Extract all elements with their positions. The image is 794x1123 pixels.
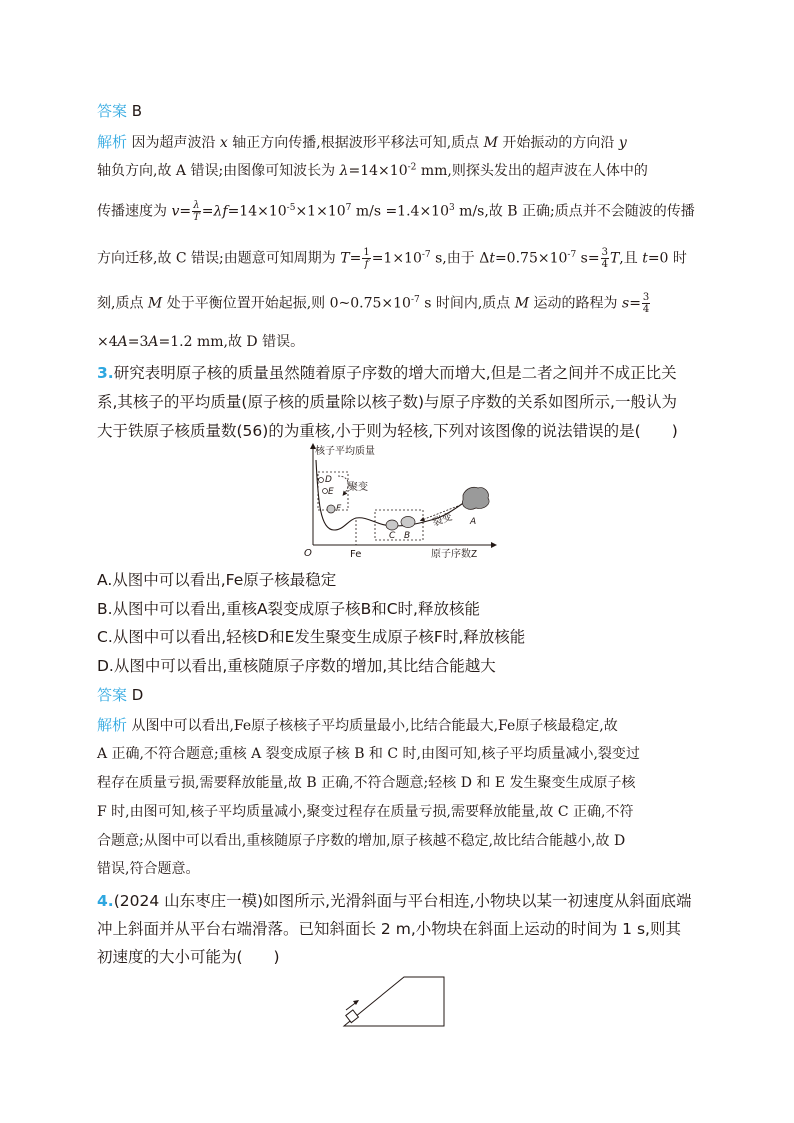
fusion-label: 聚变 [348, 482, 368, 493]
answer-value: D [131, 686, 144, 704]
question-3-stem: 系,其核子的平均质量(原子核的质量除以核子数)与原子序数的关系如图所示,一般认为 [97, 393, 677, 411]
analysis-text: 程存在质量亏损,需要释放能量,故 B 正确,不符合题意;轻核 D 和 E 发生聚变生成原子核 [97, 775, 636, 791]
option-c: C.从图中可以看出,轻核D和E发生聚变生成原子核F时,释放核能 [97, 628, 526, 646]
option-a: A.从图中可以看出,Fe原子核最稳定 [97, 571, 337, 589]
analysis-line [97, 714, 618, 735]
nucleus-d [319, 478, 324, 483]
nucleus-a [462, 487, 489, 509]
answer-line [97, 684, 143, 705]
analysis-text: ×4A=3A=1.2 mm,故 D 错误。 [97, 334, 305, 350]
question-4-stem: 4.(2024 山东枣庄一模)如图所示,光滑斜面与平台相连,小物块以某一初速度从斜面底端 [97, 892, 692, 910]
label-d: D [325, 475, 332, 485]
question-3-stem: 3.研究表明原子核的质量虽然随着原子序数的增大而增大,但是二者之间并不成正比关 [97, 364, 677, 382]
origin-label: O [304, 548, 312, 559]
analysis-text: 方向迁移,故 C 错误;由题意可知周期为 T= $\frac{1}{f}$ $=1\times 10^{-7}$ s,由于 $\Delta t=0.75\times 10^{-7}$ s= $\frac{3}{4}$ T,且 t=0 时 [97, 247, 687, 270]
analysis-text: 从图中可以看出,Fe原子核核子平均质量最小,比结合能最大,Fe原子核最稳定,故 [131, 718, 618, 734]
analysis-line [97, 131, 627, 152]
analysis-text: 轴负方向,故 A 错误;由图像可知波长为 $\lambda=14\times 10^{-2}$ mm,则探头发出的超声波在人体中的 [97, 162, 648, 179]
incline-platform [344, 977, 444, 1026]
binding-curve-figure [298, 440, 498, 562]
question-number: 3. [97, 364, 114, 382]
answer-label: 答案 [97, 686, 128, 704]
nucleus-e [323, 489, 328, 494]
analysis-text: 传播速度为 v= $\frac{\lambda}{T}$ $=\lambda f=14\times 10^{-5}\times 1\times 10^7$ $m/s =1.4\times 10^3$ m/s,故 B 正确;质点并不会随波的传播 [97, 200, 695, 223]
question-4-stem: 冲上斜面并从平台右端滑落。已知斜面长 2 m,小物块在斜面上运动的时间为 1 s,则其 [97, 920, 681, 938]
question-number: 4. [97, 892, 114, 910]
analysis-text: A 正确,不符合题意;重核 A 裂变成原子核 B 和 C 时,由图可知,核子平均质量减小,裂变过 [97, 746, 640, 762]
fusion-arrow [338, 476, 348, 494]
analysis-text: 因为超声波沿 x 轴正方向传播,根据波形平移法可知,质点 M 开始振动的方向沿 y [131, 135, 627, 151]
option-d: D.从图中可以看出,重核随原子序数的增加,其比结合能越大 [97, 657, 496, 675]
answer-label: 答案 [97, 102, 128, 120]
analysis-text: 合题意;从图中可以看出,重核随原子序数的增加,原子核越不稳定,故比结合能越小,故 D [97, 833, 626, 849]
analysis-text: 错误,符合题意。 [97, 861, 200, 877]
label-c: C [389, 531, 396, 541]
y-axis-label: 核子平均质量 [315, 446, 375, 457]
fission-box [375, 510, 423, 540]
label-f: F [336, 504, 342, 514]
answer-line [97, 100, 142, 121]
x-axis-label: 原子序数Z [431, 549, 478, 560]
label-a: A [470, 517, 477, 527]
answer-value: B [131, 102, 143, 120]
question-3-stem: 大于铁原子核质量数(56)的为重核,小于则为轻核,下列对该图像的说法错误的是( ) [97, 422, 678, 440]
label-e: E [328, 487, 334, 497]
question-4-stem: 初速度的大小可能为( ) [97, 948, 280, 966]
fe-label: Fe [350, 549, 362, 560]
nucleus-f [327, 505, 335, 513]
analysis-label: 解析 [97, 133, 128, 151]
option-b: B.从图中可以看出,重核A裂变成原子核B和C时,释放核能 [97, 600, 480, 618]
incline-figure [340, 972, 455, 1030]
nucleus-c [386, 520, 398, 530]
analysis-text: F 时,由图可知,核子平均质量减小,聚变过程存在质量亏损,需要释放能量,故 C 正确,不符 [97, 804, 634, 820]
small-block [346, 1010, 359, 1023]
analysis-label: 解析 [97, 716, 128, 734]
label-b: B [404, 531, 411, 541]
fission-label: 裂变 [431, 511, 454, 529]
nucleus-b [401, 517, 415, 528]
analysis-text: 刻,质点 M 处于平衡位置开始起振,则 $0\sim 0.75\times 10^{-7}$ s 时间内,质点 M 运动的路程为 s= $\frac{3}{4}$ [97, 292, 650, 315]
